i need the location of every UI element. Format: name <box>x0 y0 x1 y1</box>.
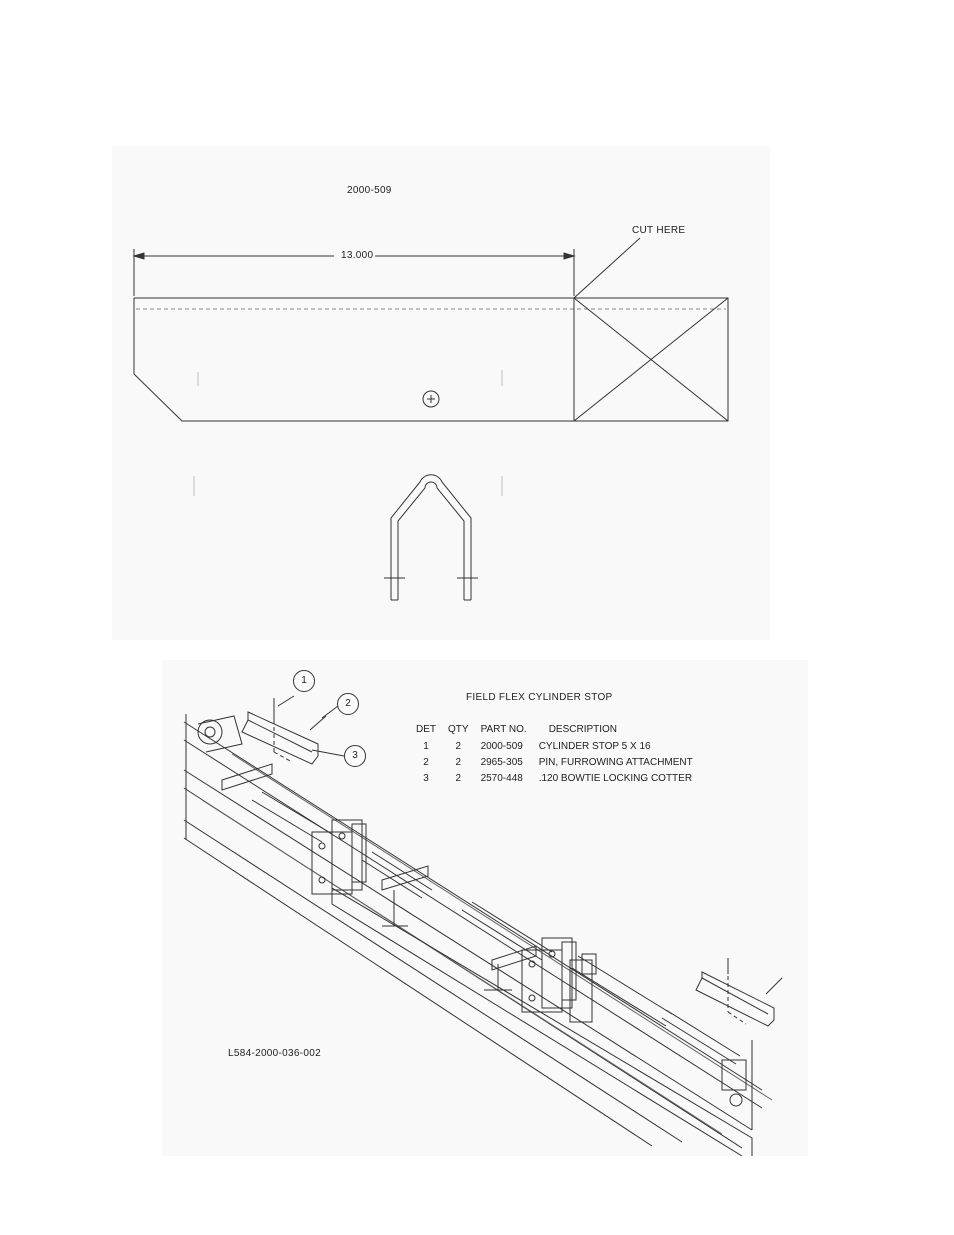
cell-part-no: 2965-305 <box>480 757 523 768</box>
cell-description: PIN, FURROWING ATTACHMENT <box>538 757 693 768</box>
cut-here-label: CUT HERE <box>632 225 686 236</box>
callout-3-leader <box>278 696 294 706</box>
hinge-bracket-left <box>312 820 366 894</box>
length-dimension-label: 13.000 <box>341 250 374 261</box>
table-row <box>416 739 705 755</box>
cut-here-leader <box>574 238 640 298</box>
furrowing-pin-right <box>766 978 782 994</box>
cylinder-stop-detail-drawing <box>112 146 770 640</box>
frame-rail-6 <box>184 838 652 1146</box>
dimension-arrow-right <box>564 253 574 259</box>
frame-rail-5 <box>184 820 682 1142</box>
dimension-arrow-left <box>134 253 144 259</box>
callout-2: 2 <box>337 693 359 715</box>
bent-plate-inner <box>398 482 464 600</box>
parts-list-header-row <box>416 722 705 739</box>
table-row <box>416 755 705 771</box>
cell-description: .120 BOWTIE LOCKING COTTER <box>538 773 693 784</box>
cell-qty: 2 <box>455 757 462 768</box>
cell-qty: 2 <box>455 741 462 752</box>
frame-rail-3 <box>184 770 752 1130</box>
assembly-title: FIELD FLEX CYLINDER STOP <box>466 692 613 703</box>
cross-members <box>222 764 552 970</box>
part-number-label: 2000-509 <box>347 185 392 196</box>
header-qty: QTY <box>448 724 469 735</box>
bent-plate-outer <box>391 475 471 600</box>
callout-1-leader <box>312 750 344 756</box>
header-part-no: PART NO. <box>480 724 527 735</box>
hinge-bracket-right <box>522 938 592 1022</box>
lower-beam <box>332 888 742 1156</box>
callout-2-leader <box>322 706 338 718</box>
cell-det: 3 <box>423 773 429 784</box>
callout-1: 3 <box>344 745 366 767</box>
callout-3: 1 <box>293 670 315 692</box>
cell-part-no: 2570-448 <box>480 773 523 784</box>
parts-list-table <box>416 722 705 787</box>
furrowing-pin <box>310 716 326 730</box>
cell-det: 2 <box>423 757 429 768</box>
cell-det: 1 <box>423 741 429 752</box>
cell-qty: 2 <box>455 773 462 784</box>
cylinder-stop-item-1 <box>242 712 318 764</box>
cell-description: CYLINDER STOP 5 X 16 <box>538 741 651 752</box>
header-det: DET <box>416 724 436 735</box>
plate-outline <box>134 298 574 421</box>
cell-part-no: 2000-509 <box>480 741 523 752</box>
drawing-number: L584-2000-036-002 <box>228 1048 321 1059</box>
header-description: DESCRIPTION <box>548 724 618 735</box>
hydraulic-cylinder <box>572 954 740 1064</box>
cylinder-stop-assembly-drawing <box>162 660 808 1156</box>
cylinder-stop-detail-svg <box>112 146 770 640</box>
cylinder-stop-right <box>696 972 774 1026</box>
table-row <box>416 771 705 787</box>
